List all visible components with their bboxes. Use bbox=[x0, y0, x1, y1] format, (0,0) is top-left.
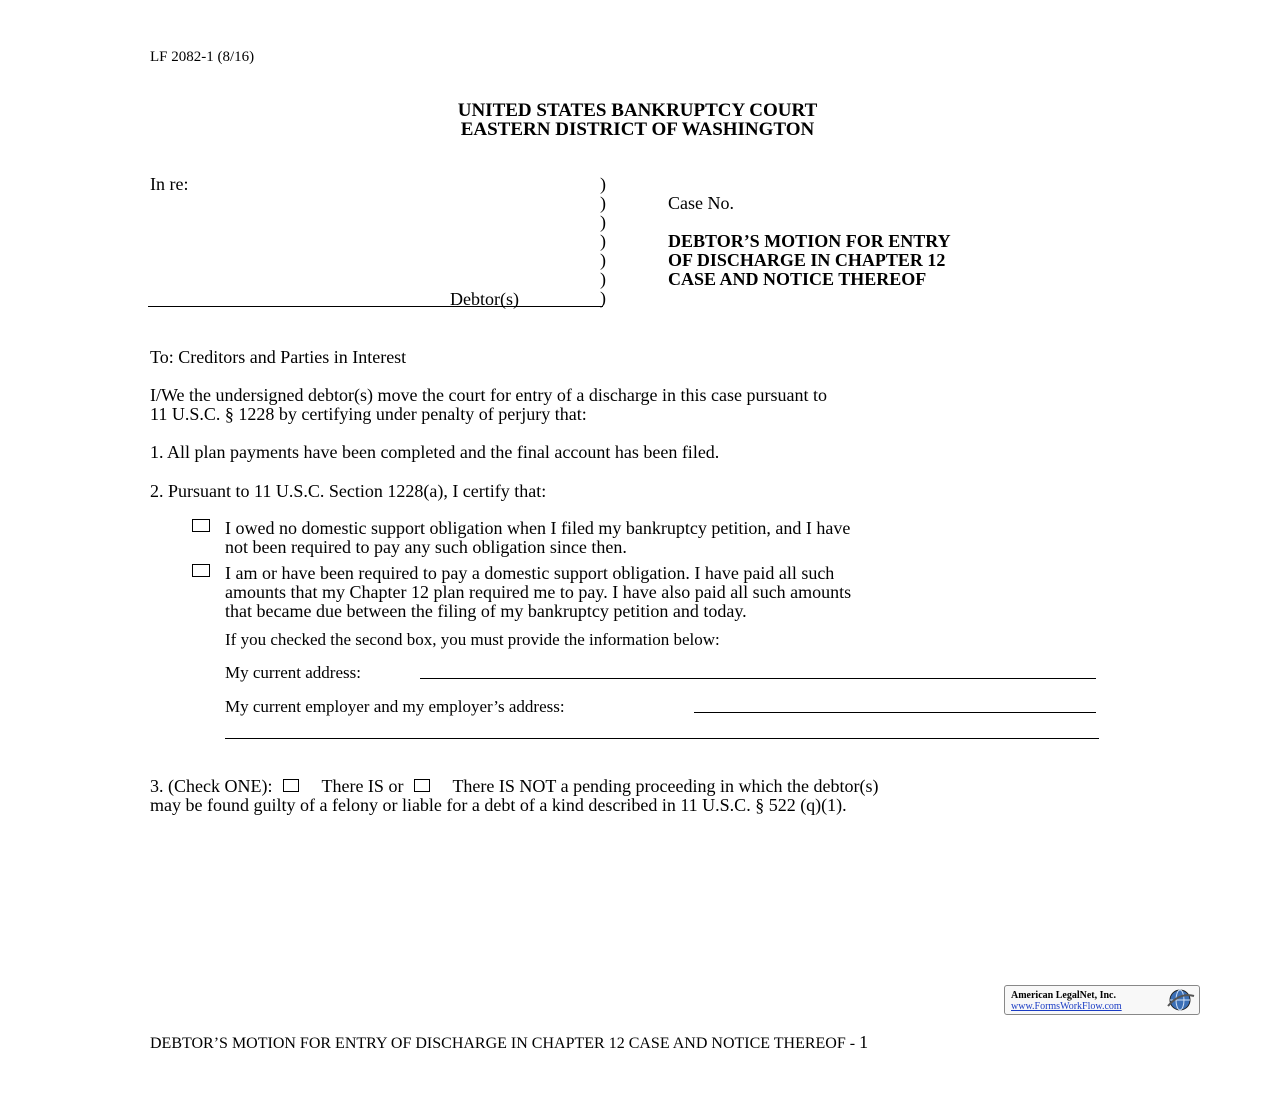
motion-title-line: CASE AND NOTICE THEREOF bbox=[668, 269, 927, 289]
current-address-label: My current address: bbox=[225, 663, 361, 682]
option-1-line: not been required to pay any such obligation since then. bbox=[225, 537, 627, 557]
if-checked-note: If you checked the second box, you must provide the information below: bbox=[225, 630, 720, 649]
globe-icon bbox=[1164, 988, 1196, 1012]
caption-paren: ) bbox=[600, 288, 606, 308]
caption-paren: ) bbox=[600, 250, 606, 270]
option-1-line: I owed no domestic support obligation when I filed my bankruptcy petition, and I have bbox=[225, 518, 851, 538]
motion-title-line: DEBTOR’S MOTION FOR ENTRY bbox=[668, 231, 951, 251]
intro-line: I/We the undersigned debtor(s) move the court for entry of a discharge in this case pursuant to bbox=[150, 385, 828, 405]
motion-title-line: OF DISCHARGE IN CHAPTER 12 bbox=[668, 250, 946, 270]
caption-paren: ) bbox=[600, 231, 606, 251]
there-is-not-checkbox[interactable] bbox=[414, 779, 430, 792]
footer-page-separator: - bbox=[845, 1035, 860, 1052]
there-is-checkbox[interactable] bbox=[283, 779, 299, 792]
item-1: 1. All plan payments have been completed and the final account has been filed. bbox=[150, 442, 720, 462]
court-district: EASTERN DISTRICT OF WASHINGTON bbox=[460, 119, 815, 140]
item-3-line-2: may be found guilty of a felony or liable for a debt of a kind described in 11 U.S.C. § 522 (q)(1). bbox=[150, 795, 847, 815]
option-2-line: amounts that my Chapter 12 plan required me to pay. I have also paid all such amounts bbox=[225, 582, 852, 602]
debtor-label: Debtor(s) bbox=[450, 289, 519, 309]
option-2-line: that became due between the filing of my bankruptcy petition and today. bbox=[225, 601, 747, 621]
debtor-underline bbox=[148, 306, 603, 307]
option-2-line: I am or have been required to pay a domestic support obligation. I have paid all such bbox=[225, 563, 835, 583]
item-3-prefix: 3. (Check ONE): bbox=[150, 776, 273, 796]
legalnet-logo bbox=[1004, 985, 1200, 1015]
employer-field-line-2[interactable] bbox=[225, 724, 1099, 739]
item-2: 2. Pursuant to 11 U.S.C. Section 1228(a), I certify that: bbox=[150, 481, 547, 501]
footer-form-title: DEBTOR’S MOTION FOR ENTRY OF DISCHARGE IN CHAPTER 12 CASE AND NOTICE THEREOF bbox=[150, 1035, 846, 1052]
current-address-field[interactable] bbox=[420, 664, 1096, 679]
item-3-line-1 bbox=[150, 776, 878, 797]
logo-company-name: American LegalNet, Inc. bbox=[1011, 990, 1116, 1001]
court-name: UNITED STATES BANKRUPTCY COURT bbox=[457, 100, 818, 121]
employer-field[interactable] bbox=[694, 698, 1096, 713]
in-re-label: In re: bbox=[150, 174, 189, 194]
there-is-label: There IS or bbox=[321, 776, 404, 796]
employer-label: My current employer and my employer’s address: bbox=[225, 697, 565, 716]
to-line: To: Creditors and Parties in Interest bbox=[150, 347, 407, 367]
logo-url-link[interactable]: www.FormsWorkFlow.com bbox=[1011, 1001, 1122, 1012]
intro-line: 11 U.S.C. § 1228 by certifying under penalty of perjury that: bbox=[150, 404, 587, 424]
caption-paren: ) bbox=[600, 193, 606, 213]
page-number: 1 bbox=[859, 1032, 869, 1052]
dso-none-checkbox[interactable] bbox=[192, 519, 210, 532]
footer-title bbox=[150, 1032, 868, 1053]
caption-paren: ) bbox=[600, 212, 606, 232]
dso-paid-checkbox[interactable] bbox=[192, 564, 210, 577]
caption-paren: ) bbox=[600, 174, 606, 194]
there-is-not-label: There IS NOT a pending proceeding in which the debtor(s) bbox=[452, 776, 879, 796]
case-number-label: Case No. bbox=[668, 193, 734, 213]
caption-paren: ) bbox=[600, 269, 606, 289]
form-id: LF 2082-1 (8/16) bbox=[150, 49, 255, 65]
